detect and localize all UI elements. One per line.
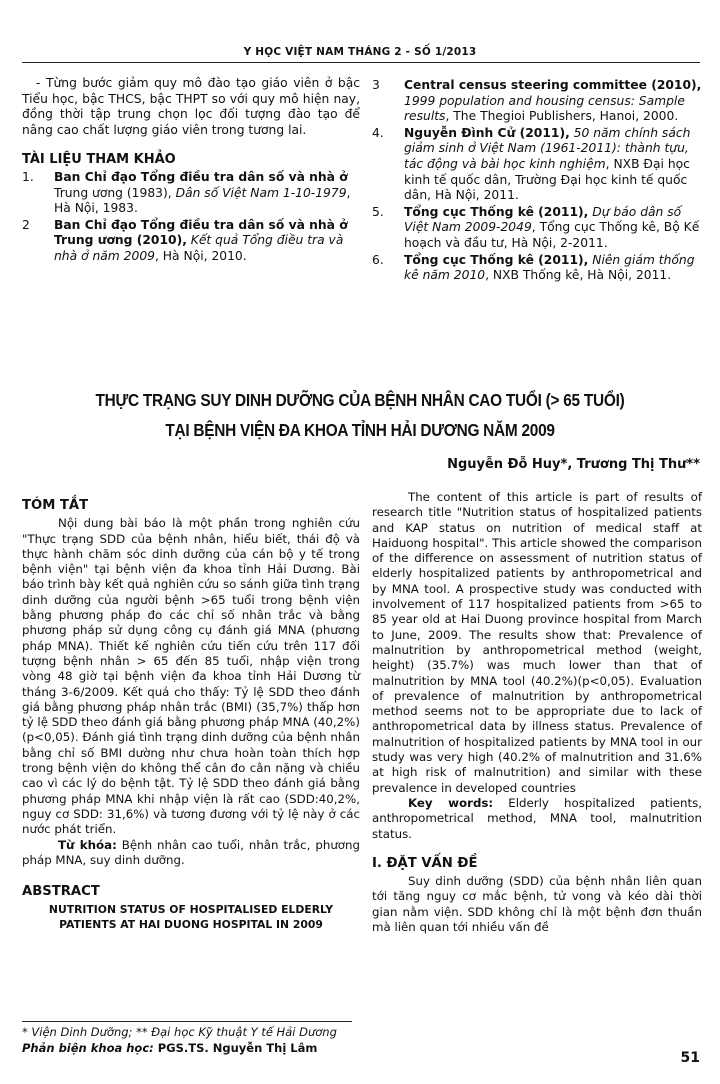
article-title	[70, 385, 651, 445]
abstract-title: NUTRITION STATUS OF HOSPITALISED ELDERLY PATIENTS AT HAI DUONG HOSPITAL IN 2009	[48, 903, 334, 932]
reference-text: , The Thegioi Publishers, Hanoi, 2000.	[445, 109, 679, 124]
reference-item	[372, 126, 702, 204]
keywords-vi-label: Từ khóa:	[58, 837, 117, 852]
page-number: 51	[680, 1050, 700, 1066]
article-left-column	[22, 498, 360, 932]
reference-text: , Tổng cục Thống kê, Bộ Kế hoạch và đầu tư, Hà Nội, 2-2011.	[404, 220, 700, 250]
references-heading: TÀI LIỆU THAM KHẢO	[22, 152, 176, 168]
footnote-reviewer-label: Phản biện khoa học:	[22, 1041, 154, 1055]
reference-number: 4.	[372, 125, 384, 140]
reference-author: Central census steering committee (2010),	[404, 78, 702, 92]
footnote-rule	[22, 1021, 352, 1022]
prev-paragraph: - Từng bước giảm quy mô đào tạo giáo viên ở bậc Tiểu học, bậc THCS, bậc THPT so với quy mô hiện nay, đồng thời tập trung chọn lọc đối tượng đào tạo để nâng cao chất lượng giáo viên trong tương lai.	[22, 76, 360, 137]
reference-author: Tổng cục Thống kê (2011),	[404, 252, 589, 267]
reference-title: Niên giám thống kê năm 2010	[404, 252, 695, 283]
reference-author: Ban Chỉ đạo Tổng điều tra dân số và nhà ở	[54, 169, 348, 184]
reference-number: 5.	[372, 204, 384, 219]
intro-text: Suy dinh dưỡng (SDD) của bệnh nhân liên quan tới tăng nguy cơ mắc bệnh, tử vong và kéo dài thời gian nằm viện. SDD không chỉ là một bệnh đơn thuần mà liên quan tới nhiều vấn đề	[372, 874, 702, 935]
keywords-vi	[22, 838, 360, 869]
reference-text: Trung ương (1983),	[54, 185, 176, 200]
reference-item	[372, 78, 702, 125]
keywords-en	[372, 796, 702, 842]
reference-number: 3	[372, 78, 380, 92]
footnote	[22, 1024, 337, 1056]
reference-author: Nguyễn Đình Cử (2011),	[404, 125, 570, 140]
reference-author: Tổng cục Thống kê (2011),	[404, 204, 589, 219]
reference-text: , NXB Đại học kinh tế quốc dân, Trường Đại học kinh tế quốc dân, Hà Nội, 2011.	[404, 156, 690, 203]
summary-text: Nội dung bài báo là một phần trong nghiên cứu "Thực trạng SDD của bệnh nhân, hiểu biết, thái độ và thực hành chăm sóc dinh dưỡng của cán bộ y tế trong bệnh viện" tại bệnh viện đa khoa tỉnh Hải Dương. Bài báo trình bày kết quả nghiên cứu so sánh giữa tình trạng dinh dưỡng của người bệnh >65 tuổi trong bệnh viện bằng phương pháp đo các chỉ số nhân trắc và bằng phương pháp sử dụng công cụ đánh giá MNA (phương pháp MNA). Thiết kế nghiên cứu tiến cứu trên 117 đối tượng bệnh nhân > 65 đến 85 tuổi, nhập viện trong vòng 48 giờ tại bệnh viện đa khoa tỉnh Hải Dương từ tháng 3-6/2009. Kết quả cho thấy: Tỷ lệ SDD theo đánh giá bằng phương pháp nhân trắc (BMI) (35,7%) thấp hơn tỷ lệ SDD theo đánh giá bằng phương pháp MNA (40,2%)(p<0,05). Đánh giá tình trạng dinh dưỡng của bệnh nhân bằng chỉ số BMI dường như chưa hoàn toàn thích hợp trong bệnh viện do không thể cân đo cân nặng và chiều cao vì các lý do bệnh tật. Tỷ lệ SDD theo đánh giá bằng phương pháp MNA khi nhập viện là rất cao (SDD:40,2%, nguy cơ SDD: 31,6%) và tương đương với tỷ lệ này ở các nước phát triển.	[22, 516, 360, 837]
reference-title: Dự báo dân số Việt Nam 2009-2049	[404, 204, 682, 235]
keywords-en-label: Key words:	[408, 795, 494, 810]
keywords-vi-text: Bệnh nhân cao tuổi, nhân trắc, phương pháp MNA, suy dinh dưỡng.	[22, 837, 360, 867]
journal-header: Y HỌC VIỆT NAM THÁNG 2 - SỐ 1/2013	[243, 46, 477, 58]
reference-title: Dân số Việt Nam 1-10-1979	[175, 185, 347, 200]
reference-number: 1.	[22, 169, 34, 184]
footnote-affiliations: * Viện Dinh Dưỡng; ** Đại học Kỹ thuật Y tế Hải Dương	[22, 1025, 337, 1039]
reference-item	[22, 170, 360, 217]
article-title-line: THỰC TRẠNG SUY DINH DƯỠNG CỦA BỆNH NHÂN CAO TUỔI (> 65 TUỔI)	[95, 390, 625, 410]
reference-number: 6.	[372, 252, 384, 267]
reference-text: , Hà Nội, 1983.	[54, 185, 351, 216]
intro-heading: I. ĐẶT VẤN ĐỀ	[372, 855, 478, 871]
reference-title: Kết quả Tổng điều tra và nhà ở năm 2009	[54, 233, 344, 263]
abstract-heading: ABSTRACT	[22, 884, 100, 900]
reference-text: , Hà Nội, 2010.	[154, 248, 247, 263]
reference-author: Ban Chỉ đạo Tổng điều tra dân số và nhà ở Trung ương (2010),	[54, 217, 348, 248]
prev-article-right	[372, 78, 702, 285]
summary-heading: TÓM TẮT	[22, 498, 89, 513]
reference-title: 1999 population and housing census: Sample results	[404, 93, 685, 124]
keywords-en-text: Elderly hospitalized patients, anthropometrical method, MNA tool, malnutrition status.	[372, 795, 702, 841]
reference-text: , NXB Thống kê, Hà Nội, 2011.	[485, 268, 672, 283]
article-authors: Nguyễn Đỗ Huy*, Trương Thị Thư**	[447, 457, 700, 472]
article-right-column	[372, 490, 702, 935]
article-title-line: TẠI BỆNH VIỆN ĐA KHOA TỈNH HẢI DƯƠNG NĂM 2009	[165, 420, 555, 440]
reference-item	[372, 253, 702, 284]
reference-item	[22, 218, 360, 265]
prev-article-left	[22, 76, 360, 266]
reference-item	[372, 205, 702, 252]
abstract-text: The content of this article is part of results of research title "Nutrition status of hospitalized patients and KAP status on nutrition of medical staff at Haiduong hospital". This article showed the comparison of the difference on assessment of nutrition status of elderly hospitalized patients by anthropometrical and by MNA tool. A prospective study was conducted with involvement of 117 hospitalized patients from >65 to 85 year old at Hai Duong province hospital from March to June, 2009. The results show that: Prevalence of malnutrition by anthropometrical method (weight, height) (35.7%) was much lower than that of malnutrition by MNA tool (40.2%)(p<0,05). Evaluation of prevalence of malnutrition by anthropometrical method seems not to be appropriate due to lack of anthropometrical data by illness status. Prevalence of malnutrition of hospitalized patients by MNA tool in our study was very high (40.2% of malnutrition and 31.6% at high risk of malnutrition) and similar with these prevalence in developed countries	[372, 490, 702, 795]
footnote-reviewer: PGS.TS. Nguyễn Thị Lâm	[153, 1041, 318, 1055]
reference-title: 50 năm chính sách giảm sinh ở Việt Nam (1961-2011): thành tựu, tác động và bài học kinh nghiệm	[404, 125, 691, 171]
header-rule	[22, 62, 700, 63]
reference-number: 2	[22, 217, 30, 232]
